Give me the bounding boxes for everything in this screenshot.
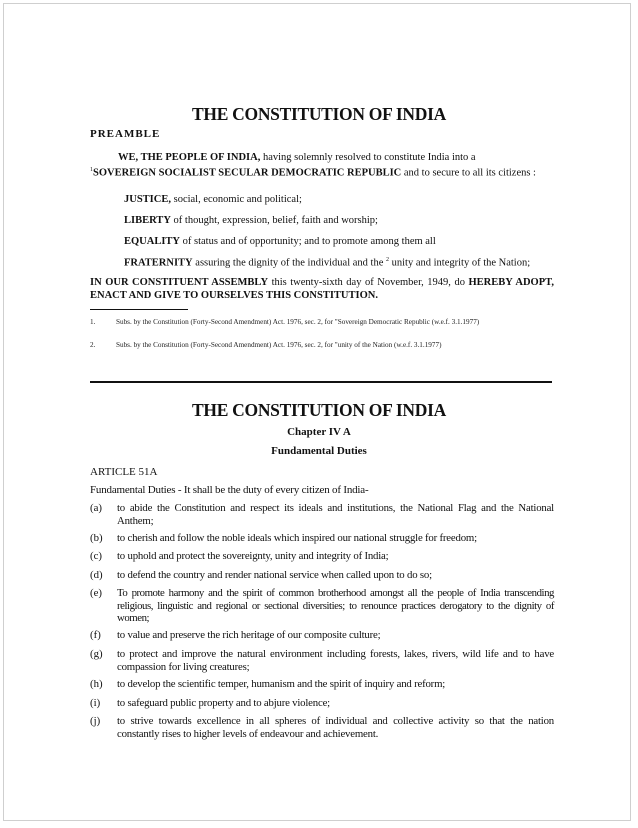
duty-text: to uphold and protect the sovereignty, unity and integrity of India;: [117, 550, 389, 562]
ideal-equality: EQUALITY of status and of opportunity; and to promote among them all: [124, 236, 436, 247]
footnote-2-text: Subs. by the Constitution (Forty-Second Amendment) Act. 1976, sec. 2, for "unity of the Nation (w.e.f. 3.1.1977): [116, 341, 442, 349]
article-number: ARTICLE 51A: [90, 466, 158, 478]
duty-label: (c): [90, 550, 102, 562]
duty-text: to strive towards excellence in all spheres of individual and collective activity so that the nation constantly rises to higher levels of endeavour and achievement.: [117, 715, 554, 740]
duty-label: (h): [90, 678, 103, 690]
duty-label: (a): [90, 502, 102, 514]
duty-text: to safeguard public property and to abjure violence;: [117, 697, 330, 709]
section-divider: [90, 381, 552, 383]
duty-label: (d): [90, 569, 103, 581]
duty-label: (j): [90, 715, 101, 727]
ideal-liberty: LIBERTY of thought, expression, belief, faith and worship;: [124, 215, 378, 226]
duties-subtitle: Fundamental Duties: [271, 445, 367, 457]
duty-label: (b): [90, 532, 103, 544]
republic-bold: SOVEREIGN SOCIALIST SECULAR DEMOCRATIC REPUBLIC: [93, 167, 402, 179]
duties-lead: Fundamental Duties - It shall be the duty of every citizen of India-: [90, 484, 369, 496]
chapter-heading: Chapter IV A: [287, 426, 351, 438]
footnote-1-num: 1.: [90, 318, 96, 326]
duty-text: to defend the country and render national service when called upon to do so;: [117, 569, 432, 581]
preamble-intro: [90, 151, 553, 180]
preamble-closing: IN OUR CONSTITUENT ASSEMBLY this twenty-sixth day of November, 1949, do HEREBY ADOPT, ENACT AND GIVE TO OURSELVES THIS CONSTITUTION.: [90, 277, 554, 301]
duty-text: to protect and improve the natural environment including forests, lakes, rivers, wild life and to have compassion for living creatures;: [117, 648, 554, 673]
ideal-justice: JUSTICE, social, economic and political;: [124, 194, 302, 205]
preamble-heading: PREAMBLE: [90, 128, 161, 140]
footnote-1-text: Subs. by the Constitution (Forty-Second Amendment) Act. 1976, sec. 2, for "Sovereign Democratic Republic (w.e.f. 3.1.1977): [116, 318, 480, 326]
duty-label: (e): [90, 587, 102, 599]
footnote-2-num: 2.: [90, 341, 96, 349]
intro-bold: WE, THE PEOPLE OF INDIA,: [118, 152, 261, 163]
duty-text: to abide the Constitution and respect its ideals and institutions, the National Flag and the National Anthem;: [117, 502, 554, 527]
duty-label: (f): [90, 629, 101, 641]
duty-text: to cherish and follow the noble ideals which inspired our national struggle for freedom;: [117, 532, 477, 544]
duties-title: THE CONSTITUTION OF INDIA: [192, 400, 446, 420]
republic-rest: and to secure to all its citizens :: [401, 167, 536, 179]
duty-text: to value and preserve the rich heritage of our composite culture;: [117, 629, 381, 641]
footnote-mark-1: 1: [90, 167, 93, 173]
duty-label: (g): [90, 648, 103, 660]
preamble-title: THE CONSTITUTION OF INDIA: [192, 104, 446, 124]
footnote-divider: [90, 309, 188, 310]
ideal-fraternity: FRATERNITY assuring the dignity of the individual and the $^2$ unity and integrity of the Nation;: [124, 257, 531, 269]
duty-text: to develop the scientific temper, humanism and the spirit of inquiry and reform;: [117, 678, 446, 690]
intro-rest: having solemnly resolved to constitute India into a: [260, 152, 476, 163]
duty-text: To promote harmony and the spirit of common brotherhood amongst all the people of India transcending religious, linguistic and regional or sectional diversities; to renounce practices derogatory to the dignity of women;: [117, 587, 554, 624]
duty-label: (i): [90, 697, 101, 709]
